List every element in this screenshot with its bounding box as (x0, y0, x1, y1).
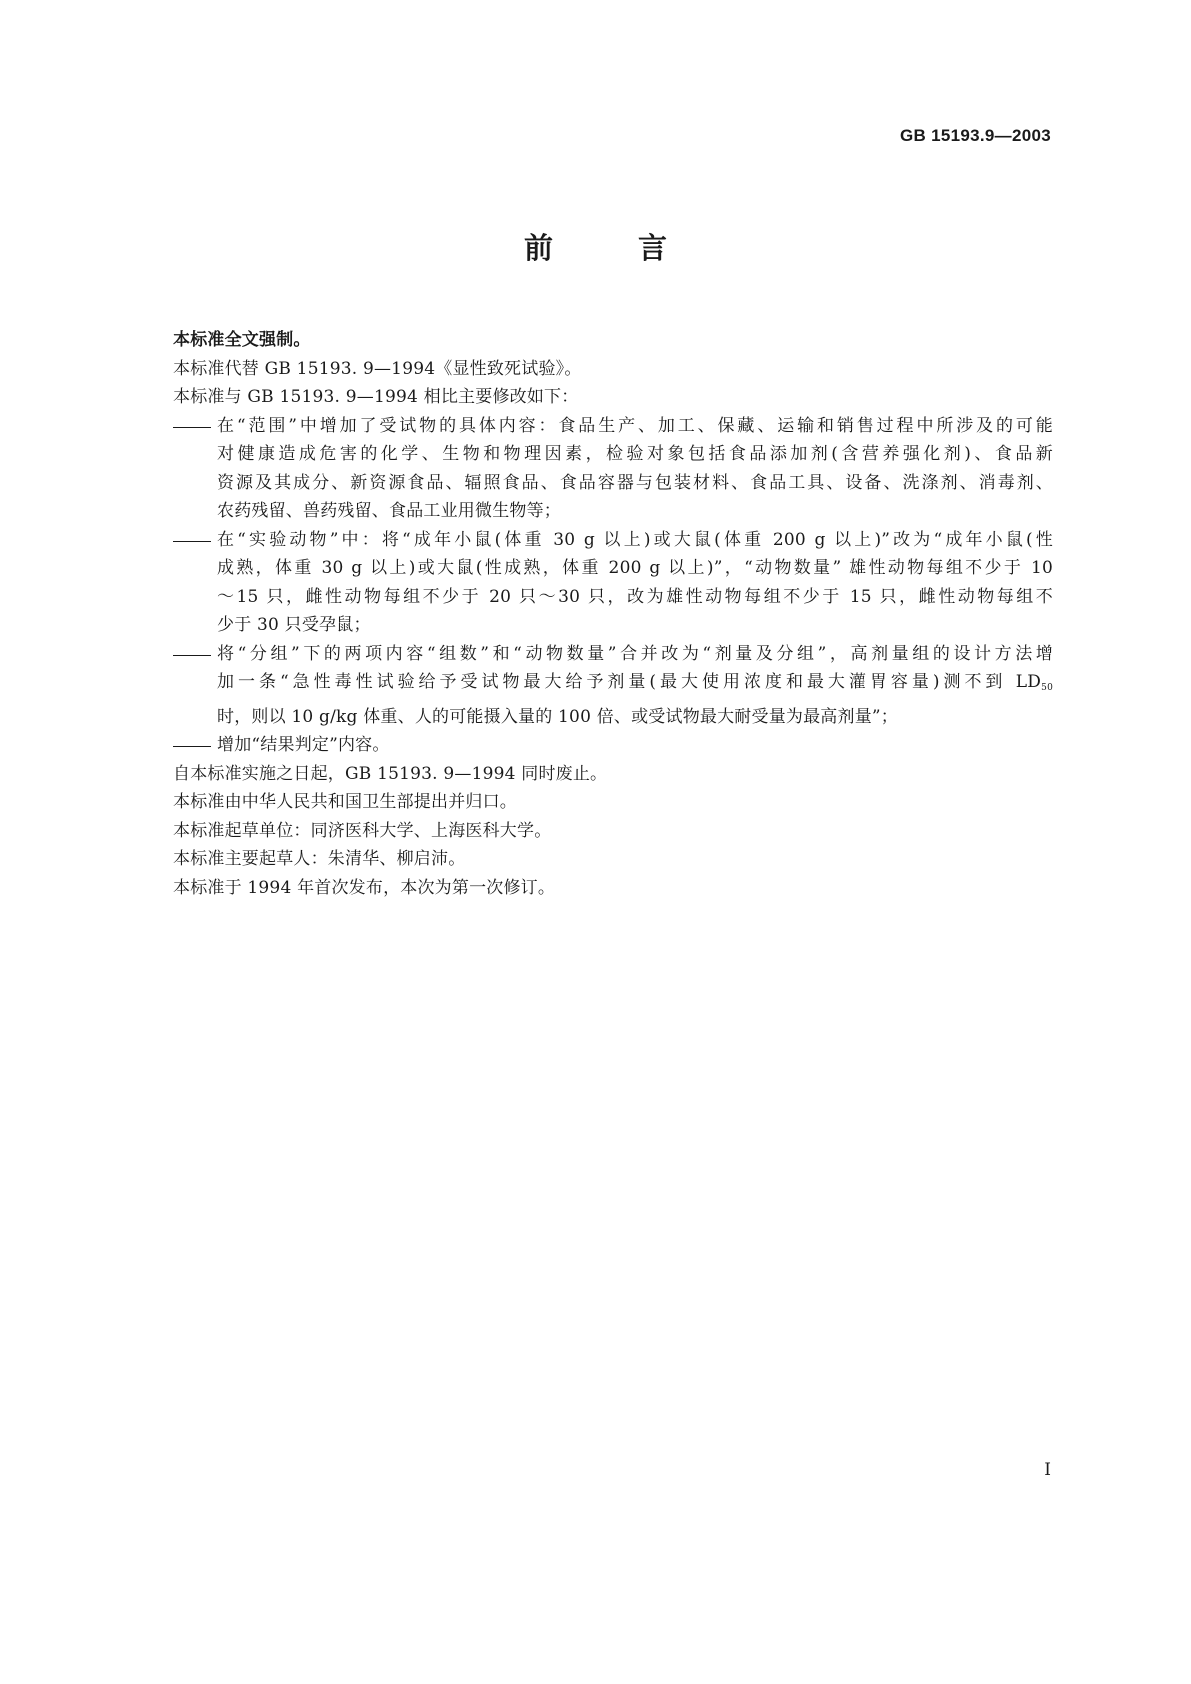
dash-marker (173, 746, 211, 747)
change-line: 成熟，体重 30 g 以上)或大鼠(性成熟，体重 200 g 以上)”，“动物数量” 雄性动物每组不少于 10 (217, 558, 1053, 578)
mandatory-statement: 本标准全文强制。 (173, 330, 311, 350)
foreword-body (173, 326, 1053, 902)
change-item-scope (173, 412, 1053, 526)
changes-intro: 本标准与 GB 15193. 9—1994 相比主要修改如下： (173, 387, 579, 407)
change-line: 增加“结果判定”内容。 (217, 735, 390, 755)
change-line: 在“范围”中增加了受试物的具体内容：食品生产、加工、保藏、运输和销售过程中所涉及的可能 (217, 415, 1053, 436)
publication-history: 本标准于 1994 年首次发布，本次为第一次修订。 (173, 877, 556, 898)
change-line: 资源及其成分、新资源食品、辐照食品、食品容器与包装材料、食品工具、设备、洗涤剂、消毒剂、 (217, 472, 1053, 493)
dash-marker (173, 427, 211, 428)
replacement-statement: 本标准代替 GB 15193. 9—1994《显性致死试验》。 (173, 358, 582, 379)
change-item-animals (173, 526, 1053, 640)
change-line: 农药残留、兽药残留、食品工业用微生物等； (217, 501, 561, 521)
change-line: 对健康造成危害的化学、生物和物理因素，检验对象包括食品添加剂(含营养强化剂)、食品新 (217, 444, 1053, 464)
page-title: 前 言 (523, 231, 695, 265)
page-number: I (1044, 1460, 1051, 1480)
change-line-ld50 (217, 668, 1053, 703)
change-item-grouping (173, 640, 1053, 732)
drafters: 本标准主要起草人：朱清华、柳启沛。 (173, 849, 466, 869)
change-line-text: 加一条“急性毒性试验给予受试物最大给予剂量(最大使用浓度和最大灌胃容量)测不到 LD (217, 672, 1042, 692)
change-line: 将“分组”下的两项内容“组数”和“动物数量”合并改为“剂量及分组”，高剂量组的设计方法增 (217, 643, 1053, 664)
drafting-units: 本标准起草单位：同济医科大学、上海医科大学。 (173, 820, 552, 841)
dash-marker (173, 655, 211, 656)
change-line: 时，则以 10 g/kg 体重、人的可能摄入量的 100 倍、或受试物最大耐受量为最高剂量”； (217, 706, 898, 727)
dash-marker (173, 541, 211, 542)
proposer-statement: 本标准由中华人民共和国卫生部提出并归口。 (173, 792, 517, 812)
abolish-statement: 自本标准实施之日起，GB 15193. 9—1994 同时废止。 (173, 763, 608, 784)
document-code: GB 15193.9—2003 (900, 126, 1051, 145)
change-line: 少于 30 只受孕鼠； (217, 615, 371, 635)
ld-subscript: 50 (1041, 683, 1053, 693)
change-item-results (173, 731, 1053, 760)
change-line: 在“实验动物”中：将“成年小鼠(体重 30 g 以上)或大鼠(体重 200 g 以上)”改为“成年小鼠(性 (217, 529, 1053, 550)
change-line: ～15 只，雌性动物每组不少于 20 只～30 只，改为雄性动物每组不少于 15 只，雌性动物每组不 (217, 586, 1053, 607)
